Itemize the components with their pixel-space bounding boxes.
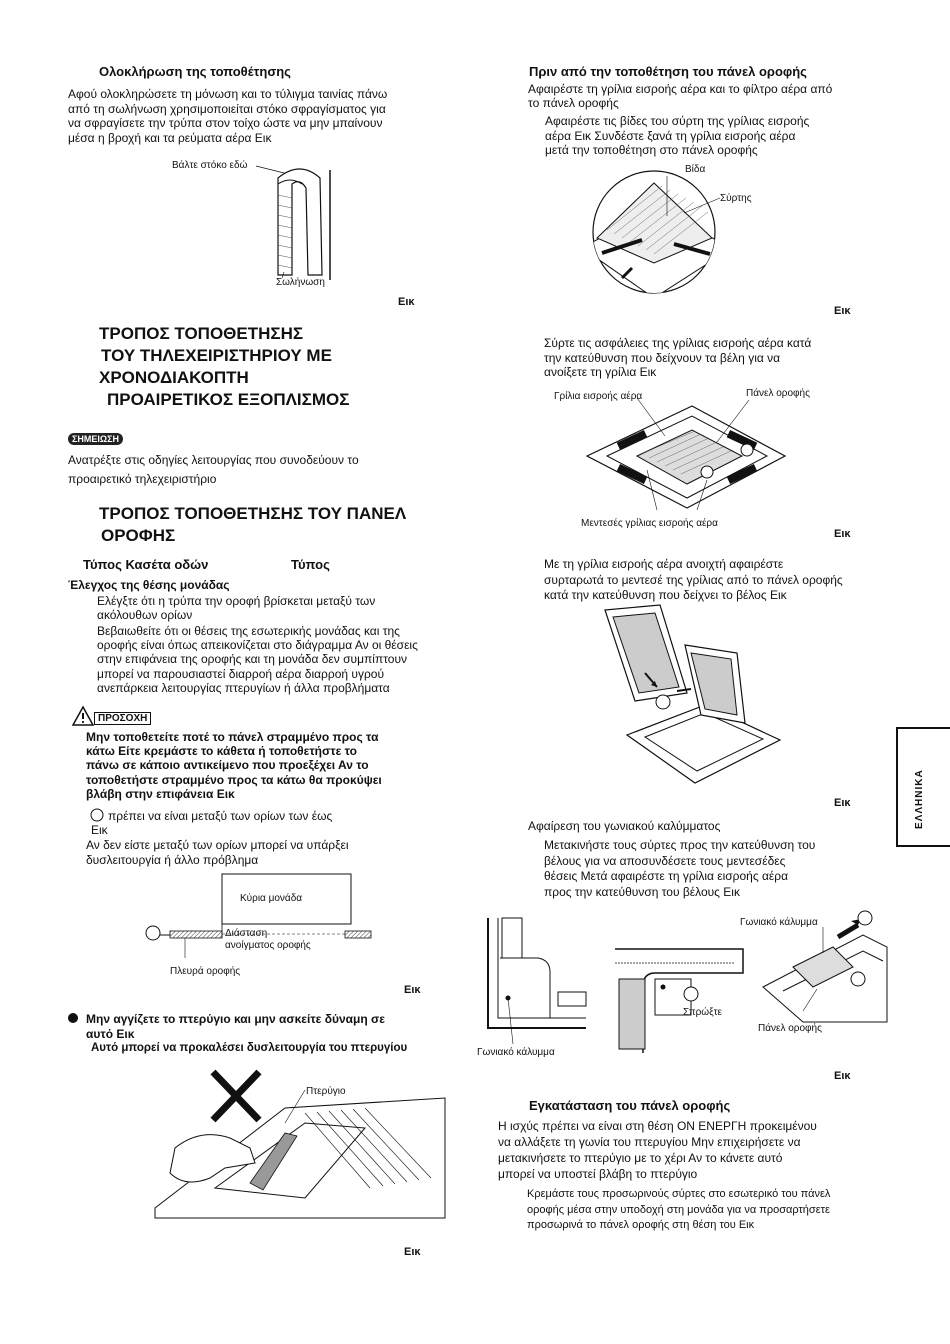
fig7-corner-cover-label-left: Γωνιακό κάλυμμα <box>477 1047 555 1058</box>
before-text: Αφαιρέστε τη γρίλια εισροής αέρα και το φίλτρο αέρα από το πάνελ οροφής <box>528 82 833 110</box>
fig6-ref: Εικ <box>834 797 851 809</box>
fig5-ref: Εικ <box>834 528 851 540</box>
before-title: Πριν από την τοποθέτηση του πάνελ οροφής <box>529 64 807 79</box>
fig1-label-putty: Βάλτε στόκο εδώ <box>172 160 248 171</box>
fig2-main-unit-label: Κύρια μονάδα <box>240 893 303 904</box>
completion-title: Ολοκλήρωση της τοποθέτησης <box>99 64 291 79</box>
fig7-panel-label: Πάνελ οροφής <box>758 1023 822 1034</box>
check-title: Έλεγχος της θέσης μονάδας <box>68 578 230 592</box>
grille-removal-illustration <box>605 605 785 785</box>
remote-section-title: ΤΡΟΠΟΣ ΤΟΠΟΘΕΤΗΣΗΣ ΤΟΥ ΤΗΛΕΧΕΙΡΙΣΤΗΡΙΟΥ ΜΕ ΧΡΟΝΟΔΙΑΚΟΠΤΗ ΠΡΟΑΙΡΕΤΙΚΟΣ ΕΞΟΠΛΙΣΜΟΣ <box>99 324 350 409</box>
install-title: Εγκατάσταση του πάνελ οροφής <box>529 1098 731 1113</box>
slide-text: Σύρτε τις ασφάλειες της γρίλιας εισροής αέρα κατά την κατεύθυνση που δείχνουν τα βέλη για να ανοίξετε τη γρίλια Εικ <box>544 336 812 379</box>
corner-text: Μετακινήστε τους σύρτες προς την κατεύθυνση του βέλους για να αποσυνδέσετε τους μεντεσέδες θέσεις Μετά αφαιρέστε τη γρίλια εισροής αέρα προς την κατεύθυνση του βέλους Εικ <box>544 838 816 899</box>
fig7-push-label: Σπρώξτε <box>683 1007 722 1018</box>
bullet-dot-icon <box>67 1012 79 1024</box>
range-text: Αν δεν είστε μεταξύ των ορίων μπορεί να υπάρξει δυσλειτουργία ή άλλο πρόβλημα <box>86 838 349 867</box>
fig7-corner-cover-label-right: Γωνιακό κάλυμμα <box>740 917 818 928</box>
panel-section-title: ΤΡΟΠΟΣ ΤΟΠΟΘΕΤΗΣΗΣ ΤΟΥ ΠΑΝΕΛ ΟΡΟΦΗΣ <box>99 504 407 545</box>
fig1-label-piping: Σωλήνωση <box>276 277 325 288</box>
completion-text: Αφού ολοκληρώσετε τη μόνωση και το τύλιγμα ταινίας πάνω από τη σωλήνωση χρησιμοποιείται στόκο σφραγίσματος για να σφραγίσετε την τρύπα στον τοίχο ώστε να μην μπαίνουν μέσα η βροχή και τα ρεύματα αέρα Εικ <box>68 87 388 145</box>
fig4-ref: Εικ <box>834 305 851 317</box>
push-latch-illustration <box>615 943 745 1053</box>
fig1-ref: Εικ <box>398 296 415 308</box>
check-item-1: Ελέγξτε ότι η τρύπα την οροφή βρίσκεται μεταξύ των ακόλουθων ορίων <box>97 594 376 622</box>
range-line-b: Εικ <box>91 823 108 837</box>
warning-triangle-icon <box>72 706 94 726</box>
fig4-screw-label: Βίδα <box>685 164 706 175</box>
corner-title: Αφαίρεση του γωνιακού καλύμματος <box>528 819 721 833</box>
install-text: Η ισχύς πρέπει να είναι στη θέση ON ΕΝΕΡΓΗ προκειμένου να αλλάξετε τη γωνία του πτερυγίου Μην επιχειρήσετε να μετακινήσετε το πτερύγιο με το χέρι Αν το κάνετε αυτό μπορεί να υποστεί βλάβη το πτερύγιο <box>498 1119 817 1181</box>
fig2-ref: Εικ <box>404 984 421 996</box>
fig3-fin-label: Πτερύγιο <box>306 1086 346 1097</box>
fig5-panel-label: Πάνελ οροφής <box>746 388 810 399</box>
check-item-2: Βεβαιωθείτε ότι οι θέσεις της εσωτερικής μονάδας και της οροφής είναι όπως απεικονίζεται στο διάγραμμα Αν οι θέσεις στην επιφάνεια της οροφής και τη μονάδα δεν συμπίπτουν μπορεί να παρουσιαστεί διαρροή αέρα διαρροή υγρού ανεπάρκεια λειτουργίας πτερυγίων ή άλλα προβλήματα <box>97 624 418 695</box>
fig5-grille-label: Γρίλια εισροής αέρα <box>554 391 643 402</box>
open-text: Με τη γρίλια εισροής αέρα ανοιχτή αφαιρέστε συρταρωτά το μεντεσέ της γρίλιας από το πάνελ οροφής κατά την κατεύθυνση που δείχνει το βέλος Εικ <box>544 557 843 602</box>
language-side-tab: ΕΛΛΗΝΙΚΑ <box>896 727 950 847</box>
type-line-b: Τύπος <box>291 557 330 572</box>
note-badge: ΣΗΜΕΙΩΣΗ <box>68 429 123 447</box>
fin-touch-illustration <box>155 1068 445 1218</box>
fin-warning: Μην αγγίζετε το πτερύγιο και μην ασκείτε δύναμη σε αυτό Εικ <box>86 1012 385 1041</box>
caution-text: Μην τοποθετείτε ποτέ το πάνελ στραμμένο προς τα κάτω Είτε κρεμάστε το κάθετα ή τοποθετήστε το πάνω σε κάποιο αντικείμενο που προεξέχει Αν το τοποθετήστε στραμμένο προς τα κάτω θα προκύψει βλάβη στην επιφάνεια Εικ <box>86 730 382 801</box>
piping-illustration <box>260 160 360 290</box>
type-line-a: Τύπος Κασέτα οδών <box>83 557 209 572</box>
fig5-hinges-label: Μεντεσές γρίλιας εισροής αέρα <box>581 518 718 529</box>
corner-cover-illustration <box>478 918 588 1038</box>
install-sub: Κρεμάστε τους προσωρινούς σύρτες στο εσωτερικό του πάνελ οροφής μέσα στην υποδοχή στη μονάδα για να προσαρτήσετε προσωρινά το πάνελ οροφής στη θέση του Εικ <box>527 1188 831 1231</box>
fig2-dimension-label: Διάσταση ανοίγματος οροφής <box>225 928 311 951</box>
caution-badge: ΠΡΟΣΟΧΗ <box>94 708 151 726</box>
fig3-ref: Εικ <box>404 1246 421 1258</box>
fig2-ceiling-side-label: Πλευρά οροφής <box>170 966 241 977</box>
ceiling-panel-grille-illustration <box>587 400 787 510</box>
before-sub: Αφαιρέστε τις βίδες του σύρτη της γρίλιας εισροής αέρα Εικ Συνδέστε ξανά τη γρίλια εισροής αέρα μετά την τοποθέτηση στο πάνελ οροφής <box>545 114 810 157</box>
fin-warning-reason: Αυτό μπορεί να προκαλέσει δυσλειτουργία του πτερυγίου <box>91 1042 408 1054</box>
fig7-ref: Εικ <box>834 1070 851 1082</box>
fig4-latch-label: Σύρτης <box>720 193 752 204</box>
range-line-a: πρέπει να είναι μεταξύ των ορίων των έως <box>108 809 333 823</box>
note-text: Ανατρέξτε στις οδηγίες λειτουργίας που συνοδεύουν το προαιρετικό τηλεχειριστήριο <box>68 453 359 486</box>
grille-closeup-illustration <box>592 168 722 298</box>
circle-marker-icon <box>90 808 104 822</box>
